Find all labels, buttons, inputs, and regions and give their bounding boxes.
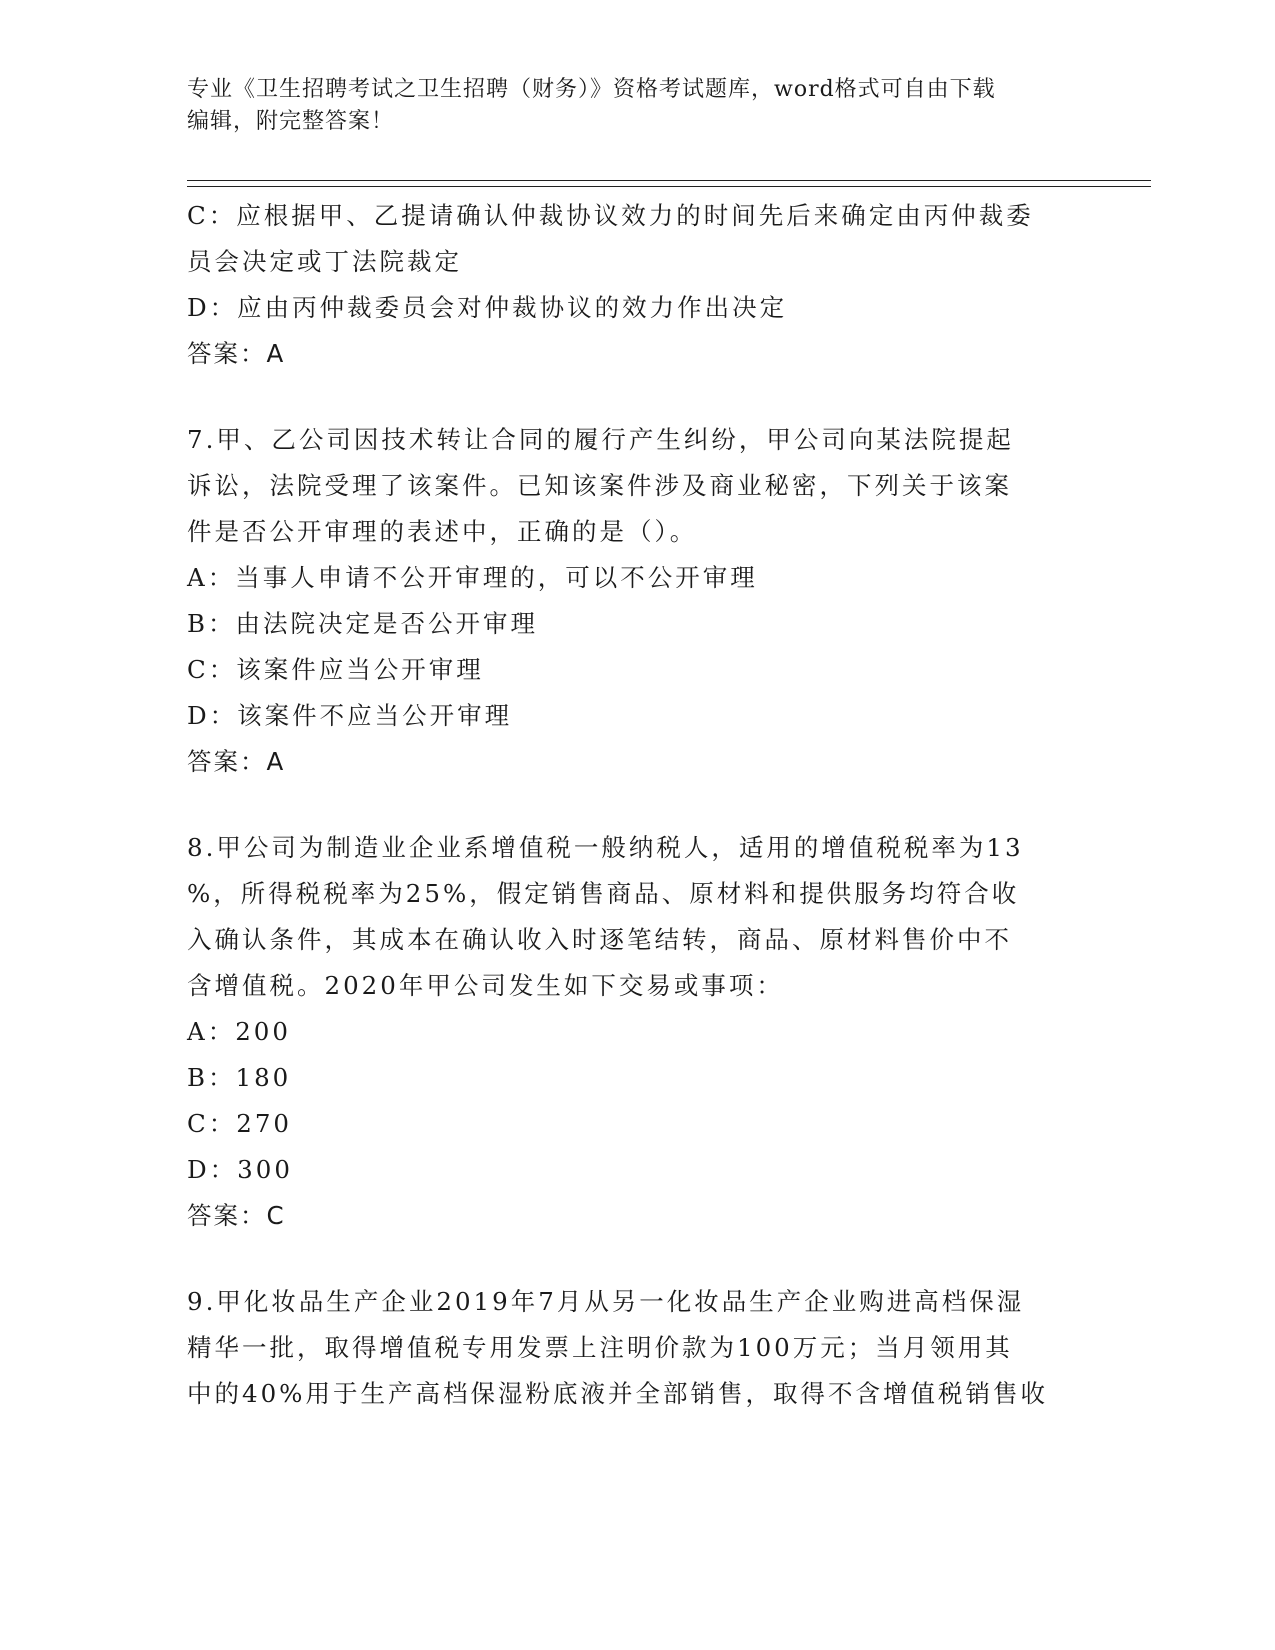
q9-stem-line-1: 9.甲化妆品生产企业2019年7月从另一化妆品生产企业购进高档保湿 (187, 1287, 1025, 1316)
spacer (187, 377, 1087, 417)
q8-stem-line-2: %，所得税税率为25%，假定销售商品、原材料和提供服务均符合收 (187, 879, 1020, 908)
q6-option-d: D：应由丙仲裁委员会对仲裁协议的效力作出决定 (187, 293, 788, 322)
q8-answer: 答案：C (187, 1201, 286, 1230)
q9-stem-line-2: 精华一批，取得增值税专用发票上注明价款为100万元；当月领用其 (187, 1333, 1013, 1362)
q8-stem-line-4: 含增值税。2020年甲公司发生如下交易或事项： (187, 971, 784, 1000)
header-divider-top (187, 180, 1151, 181)
q7-option-d: D：该案件不应当公开审理 (187, 701, 513, 730)
header-line-1: 专业《卫生招聘考试之卫生招聘（财务）》资格考试题库，word格式可自由下载 (187, 77, 996, 102)
q7-option-c: C：该案件应当公开审理 (187, 655, 484, 684)
q6-option-c-line-1: C：应根据甲、乙提请确认仲裁协议效力的时间先后来确定由丙仲裁委 (187, 201, 1034, 230)
q8-option-a: A：200 (187, 1017, 291, 1046)
q7-stem-line-1: 7.甲、乙公司因技术转让合同的履行产生纠纷，甲公司向某法院提起 (187, 425, 1014, 454)
q8-option-d: D：300 (187, 1155, 293, 1184)
question-6-tail (187, 193, 1087, 377)
question-9 (187, 1279, 1087, 1417)
q7-option-b: B：由法院决定是否公开审理 (187, 609, 539, 638)
q8-option-c: C：270 (187, 1109, 293, 1138)
q6-answer: 答案：A (187, 339, 286, 368)
q7-option-a: A：当事人申请不公开审理的，可以不公开审理 (187, 563, 758, 592)
question-8 (187, 825, 1087, 1239)
spacer (187, 785, 1087, 825)
q6-option-c-line-2: 员会决定或丁法院裁定 (187, 247, 462, 276)
header-line-2: 编辑，附完整答案！ (187, 109, 395, 134)
document-header (187, 74, 1067, 138)
q7-answer: 答案：A (187, 747, 286, 776)
spacer (187, 1239, 1087, 1279)
q9-stem-line-3: 中的40%用于生产高档保湿粉底液并全部销售，取得不含增值税销售收 (187, 1379, 1048, 1408)
header-divider-bottom (187, 186, 1151, 187)
q8-option-b: B：180 (187, 1063, 292, 1092)
question-7 (187, 417, 1087, 785)
q8-stem-line-1: 8.甲公司为制造业企业系增值税一般纳税人，适用的增值税税率为13 (187, 833, 1024, 862)
document-body (187, 193, 1087, 1417)
q8-stem-line-3: 入确认条件，其成本在确认收入时逐笔结转，商品、原材料售价中不 (187, 925, 1012, 954)
q7-stem-line-2: 诉讼，法院受理了该案件。已知该案件涉及商业秘密，下列关于该案 (187, 471, 1012, 500)
q7-stem-line-3: 件是否公开审理的表述中，正确的是（）。 (187, 517, 698, 546)
